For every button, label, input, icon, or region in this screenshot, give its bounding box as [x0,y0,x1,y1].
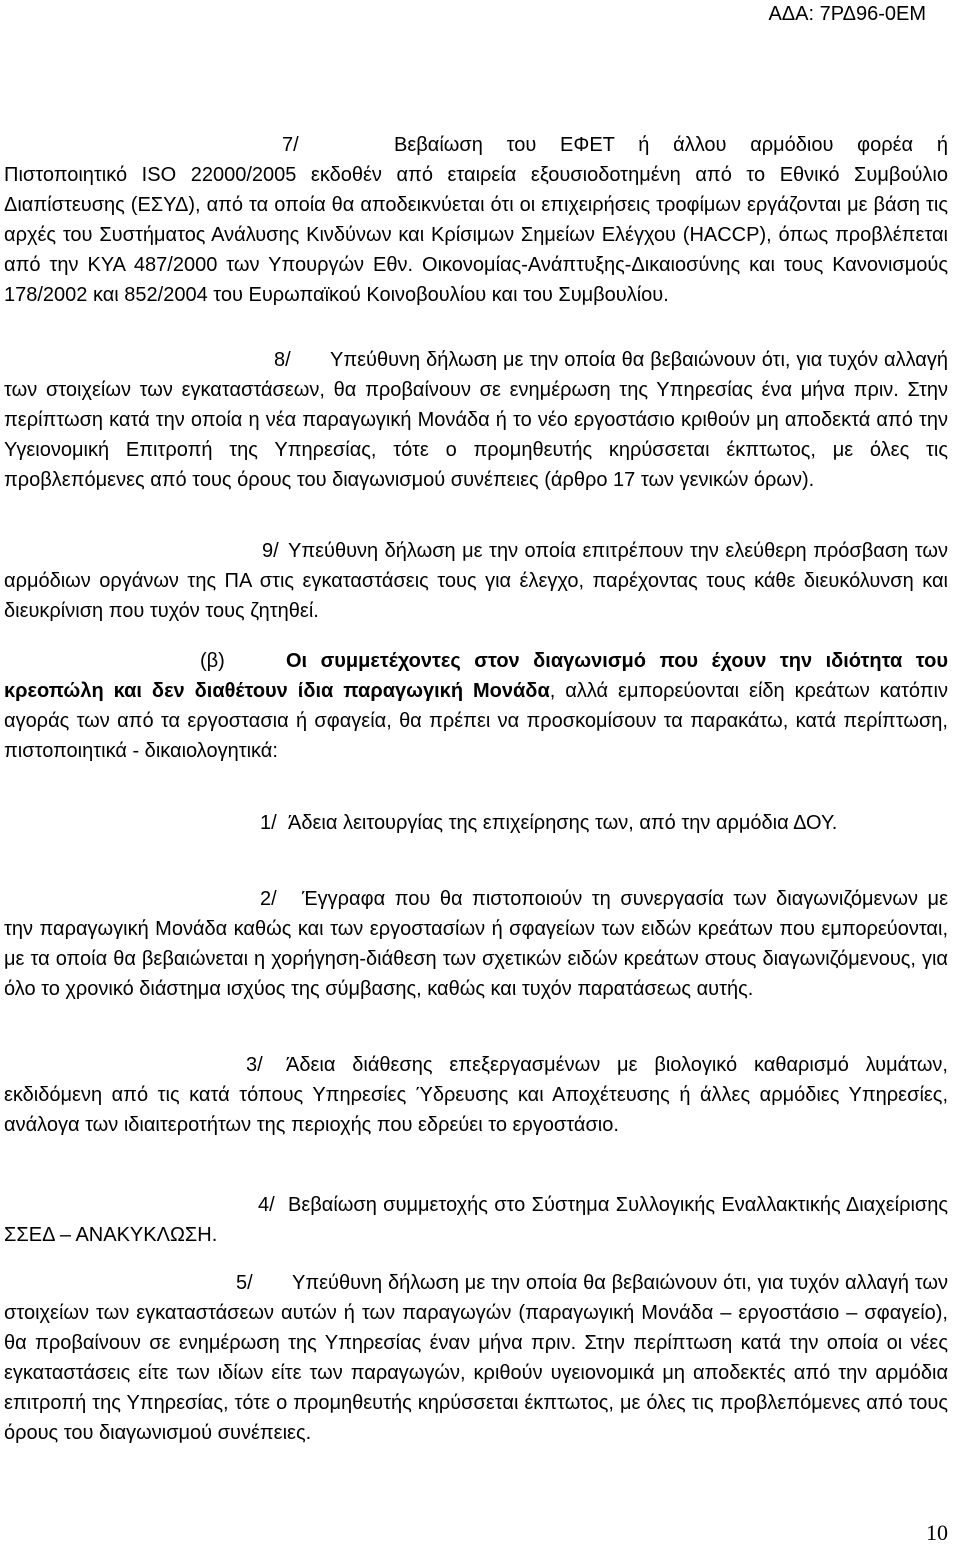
paragraph-8 [4,345,948,495]
paragraph-9-text: Υπεύθυνη δήλωση με την οποία επιτρέπουν την ελεύθερη πρόσβαση των αρμόδιων οργάνων της ΠΑ στις εγκαταστάσεις τους για έλεγχο, παρέχοντας τους κάθε διευκόλυνση και διευκρίνιση που τυχόν τους ζητηθεί. [4,540,948,622]
section-b-number: (β) [200,650,225,672]
ada-code: ΑΔΑ: 7ΡΔ96-0ΕΜ [768,3,926,25]
item-b3-number: 3/ [246,1054,263,1076]
item-b5-number: 5/ [236,1272,253,1294]
item-b3 [4,1050,948,1140]
paragraph-8-text: Υπεύθυνη δήλωση με την οποία θα βεβαιώνουν ότι, για τυχόν αλλαγή των στοιχείων των εγκαταστάσεων, θα προβαίνουν σε ενημέρωση της Υπηρεσίας ένα μήνα πριν. Στην περίπτωση κατά την οποία η νέα παραγωγική Μονάδα ή το νέο εργοστάσιο κριθούν μη αποδεκτά από την Υγειονομική Επιτροπή της Υπηρεσίας, τότε ο προμηθευτής κηρύσσεται έκπτωτος, με όλες τις προβλεπόμενες από τους όρους του διαγωνισμού συνέπειες (άρθρο 17 των γενικών όρων). [4,349,948,491]
item-b2-number: 2/ [260,888,277,910]
item-b2 [4,884,948,1004]
section-b-bold-heading: Οι συμμετέχοντες στον διαγωνισμό που έχουν την ιδιότητα του κρεοπώλη και δεν διαθέτουν ίδια παραγωγική Μονάδα [4,650,948,702]
item-b5 [4,1268,948,1448]
paragraph-9-number: 9/ [262,540,279,562]
paragraph-7 [4,130,948,310]
page-number: 10 [926,1520,948,1545]
item-b1-number: 1/ [260,812,277,834]
paragraph-7-number: 7/ [282,134,299,156]
paragraph-9 [4,536,948,626]
paragraph-7-text: Βεβαίωση του ΕΦΕΤ ή άλλου αρμόδιου φορέα ή Πιστοποιητικό ISO 22000/2005 εκδοθέν από εταιρεία εξουσιοδοτημένη από το Εθνικό Συμβούλιο Διαπίστευσης (ΕΣΥΔ), από τα οποία θα αποδεικνύεται ότι οι επιχειρήσεις τροφίμων εργάζονται με βάση τις αρχές του Συστήματος Ανάλυσης Κινδύνων και Κρίσιμων Σημείων Ελέγχου (HACCP), όπως προβλέπεται από την ΚΥΑ 487/2000 των Υπουργών Εθν. Οικονομίας-Ανάπτυξης-Δικαιοσύνης και τους Κανονισμούς 178/2002 και 852/2004 του Ευρωπαϊκού Κοινοβουλίου και του Συμβουλίου. [4,134,948,306]
item-b3-text: Άδεια διάθεσης επεξεργασμένων με βιολογικό καθαρισμό λυμάτων, εκδιδόμενη από τις κατά τόπους Υπηρεσίες Ύδρευσης και Αποχέτευσης ή άλλες αρμόδιες Υπηρεσίες, ανάλογα των ιδιαιτεροτήτων της περιοχής που εδρεύει το εργοστάσιο. [4,1054,948,1136]
item-b4-number: 4/ [258,1194,275,1216]
item-b4-text: Βεβαίωση συμμετοχής στο Σύστημα Συλλογικής Εναλλακτικής Διαχείρισης ΣΣΕΔ – ΑΝΑΚΥΚΛΩΣΗ. [4,1194,948,1246]
section-b [4,646,948,766]
item-b4 [4,1190,948,1250]
section-b-text: , αλλά εμπορεύονται είδη κρεάτων κατόπιν αγοράς των από τα εργοστασια ή σφαγεία, θα πρέπει να προσκομίσουν τα παρακάτω, κατά περίπτωση, πιστοποιητικά - δικαιολογητικά: [4,680,948,762]
item-b2-text: Έγγραφα που θα πιστοποιούν τη συνεργασία των διαγωνιζόμενων με την παραγωγική Μονάδα καθώς και των εργοστασίων ή σφαγείων των ειδών κρεάτων που εμπορεύονται, με τα οποία θα βεβαιώνεται η χορήγηση-διάθεση των σχετικών ειδών κρεάτων στους διαγωνιζόμενους, για όλο το χρονικό διάστημα ισχύος της σύμβασης, καθώς και τυχόν παρατάσεως αυτής. [4,888,948,1000]
item-b1 [4,808,948,838]
item-b5-text: Υπεύθυνη δήλωση με την οποία θα βεβαιώνουν ότι, για τυχόν αλλαγή των στοιχείων των εγκαταστάσεων αυτών ή των παραγωγών (παραγωγική Μονάδα – εργοστάσιο – σφαγείο), θα προβαίνουν σε ενημέρωση της Υπηρεσίας έναν μήνα πριν. Στην περίπτωση κατά την οποία οι νέες εγκαταστάσεις είτε των ιδίων είτε των παραγωγών, κριθούν υγειονομικά μη αποδεκτές από την αρμόδια επιτροπή της Υπηρεσίας, τότε ο προμηθευτής κηρύσσεται έκπτωτος, με όλες τις προβλεπόμενες από τους όρους του διαγωνισμού συνέπειες. [4,1272,948,1444]
item-b1-text: Άδεια λειτουργίας της επιχείρησης των, από την αρμόδια ΔΟΥ. [288,812,838,834]
paragraph-8-number: 8/ [274,349,291,371]
